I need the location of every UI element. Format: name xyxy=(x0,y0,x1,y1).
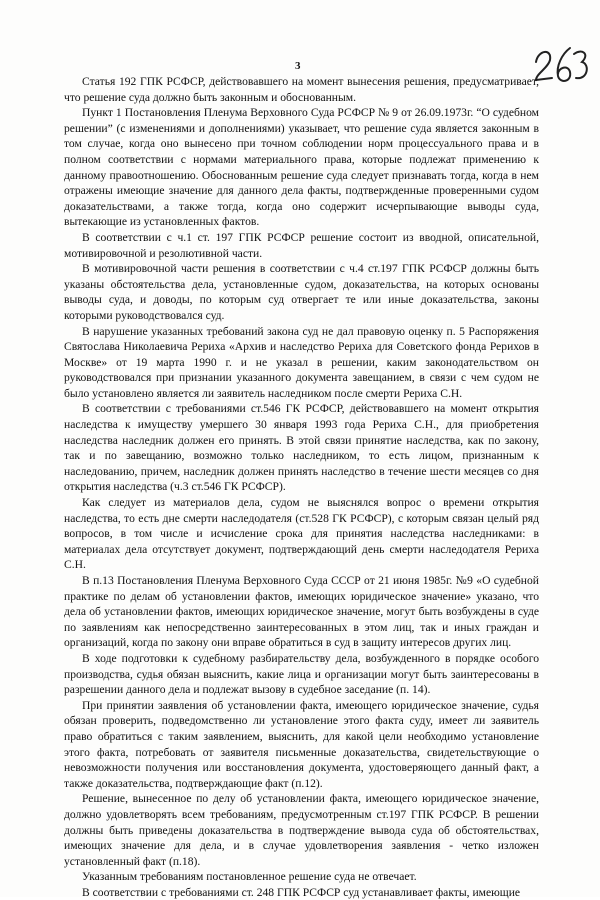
paragraph: В ходе подготовки к судебному разбирательству дела, возбужденного в порядке особого производства, судья обязан выяснить, какие лица и организации могут быть заинтересованы в разрешении данного дела и подлежат вызову в судебное заседание (п. 14). xyxy=(64,651,539,697)
paragraph: В соответствии с требованиями ст. 248 ГПК РСФСР суд устанавливает факты, имеющие xyxy=(82,885,521,899)
paragraph: Как следует из материалов дела, судом не выяснялся вопрос о времени открытия наследства, то есть дне смерти наследодателя (ст.528 ГК РСФСР), с которым связан целый ряд вопросов, в том числе и исчисление срока для принятия наследства наследниками: в материалах дела отсутствует документ, подтверждающий день смерти наследодателя Рериха С.Н. xyxy=(64,496,539,572)
paragraph: При принятии заявления об установлении факта, имеющего юридическое значение, судья обязан проверить, подведомственно ли установление этого факта суду, имеет ли заявитель право обратиться с таким заявлением, выяснить, для какой цели необходимо установление этого факта, потребовать от заявителя письменные доказательства, свидетельствующие о невозможности получения или восстановления документа, удостоверяющего данный факт, а также доказательства, подтверждающие факт (п.12). xyxy=(64,698,539,790)
paragraph: Статья 192 ГПК РСФСР, действовавшего на момент вынесения решения, предусматривает, что решение суда должно быть законным и обоснованным. xyxy=(64,75,539,104)
handwritten-page-number-mark xyxy=(530,40,590,90)
paragraph: В п.13 Постановления Пленума Верховного Суда СССР от 21 июня 1985г. №9 «О судебной практике по делам об установлении фактов, имеющих юридическое значение» указано, что дела об установлении фактов, имеющих юридическое значение, могут быть возбуждены в суде по заявлениям как непосредственно заинтересованных в этом лиц, так и иных граждан и организаций, когда по закону они вправе обратиться в суд в защиту интересов других лиц. xyxy=(64,574,539,650)
paragraph: Решение, вынесенное по делу об установлении факта, имеющего юридическое значение, должно удовлетворять всем требованиям, предусмотренным ст.197 ГПК РСФСР. В решении должны быть приведены доказательства в подтверждение вывода суда об обстоятельствах, имеющих значение для дела, и в случае удовлетворения заявления - четко изложен установленный факт (п.18). xyxy=(64,792,539,868)
paragraph: В нарушение указанных требований закона суд не дал правовую оценку п. 5 Распоряжения Святослава Николаевича Рериха «Архив и наследство Рериха для Советского фонда Рерихов в Москве» от 19 марта 1990 г. и не указал в решении, каким законодательством он руководствовался при признании указанного документа завещанием, в связи с чем судом не было установлено является ли заявитель наследником после смерти Рериха С.Н. xyxy=(64,324,539,400)
paragraph: Указанным требованиям постановленное решение суда не отвечает. xyxy=(82,870,417,884)
paragraph: В соответствии с ч.1 ст. 197 ГПК РСФСР решение состоит из вводной, описательной, мотивировочной и резолютивной части. xyxy=(64,230,539,260)
body-text xyxy=(64,74,539,900)
handwritten-mark-label: 263 xyxy=(530,40,532,41)
page-number: 3 xyxy=(295,60,301,72)
paragraph: В мотивировочной части решения в соответствии с ч.4 ст.197 ГПК РСФСР должны быть указаны обстоятельства дела, установленные судом, доказательства, на которых основаны выводы суда, и доводы, по которым суд отвергает те или иные доказательства, законы которыми руководствовался суд. xyxy=(64,262,539,322)
paragraph: В соответствии с требованиями ст.546 ГК РСФСР, действовавшего на момент открытия наследства к имуществу умершего 30 января 1993 года Рериха С.Н., для приобретения наследства наследник должен его принять. В этой связи принятие наследства, как по закону, так и по завещанию, возможно только наследником, то есть лицом, признанным к наследованию, причем, наследник должен принять наследство в течение шести месяцев со дня открытия наследства (ч.3 ст.546 ГК РСФСР). xyxy=(64,402,539,494)
paragraph: Пункт 1 Постановления Пленума Верховного Суда РСФСР № 9 от 26.09.1973г. “О судебном решении” (с изменениями и дополнениями) указывает, что решение суда является законным в том случае, когда оно вынесено при точном соблюдении норм процессуального права и в полном соответствии с нормами материального права, которые подлежат применению к данному правоотношению. Обоснованным решение суда следует признавать тогда, когда в нем отражены имеющие значение для данного дела факты, подтвержденные проверенными судом доказательствами, а также тогда, когда оно содержит исчерпывающие выводы суда, вытекающие из установленных фактов. xyxy=(64,106,539,229)
